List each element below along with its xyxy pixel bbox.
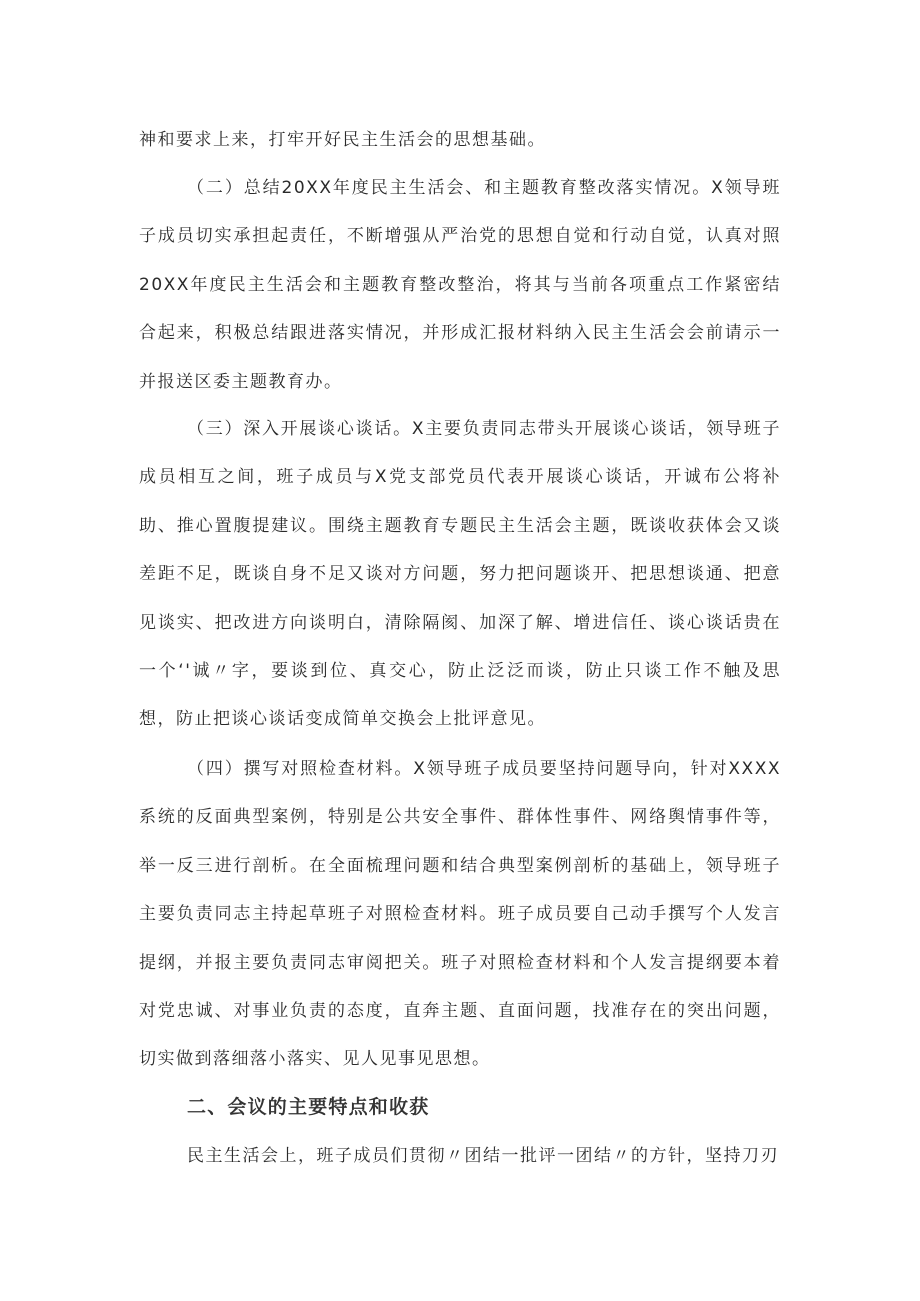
paragraph-section-4: （四）撰写对照检查材料。X领导班子成员要坚持问题导向，针对XXXX系统的反面典型案例，特别是公共安全事件、群体性事件、网络舆情事件等，举一反三进行剖析。在全面梳理问题和结合典型案例剖析的基础上，领导班子主要负责同志主持起草班子对照检查材料。班子成员要自己动手撰写个人发言提纲，并报主要负责同志审阅把关。班子对照检查材料和个人发言提纲要本着对党忠诚、对事业负责的态度，直奔主题、直面问题，找准存在的突出问题，切实做到落细落小落实、见人见事见思想。	[139, 759, 781, 1070]
section-heading: 二、会议的主要特点和收获	[187, 1096, 430, 1118]
paragraph-section-2: （二）总结20XX年度民主生活会、和主题教育整改落实情况。X领导班子成员切实承担起责任，不断增强从严治党的思想自觉和行动自觉，认真对照20XX年度民主生活会和主题教育整改整治，将其与当前各项重点工作紧密结合起来，积极总结跟进落实情况，并形成汇报材料纳入民主生活会会前请示一并报送区委主题教育办。	[139, 178, 781, 392]
paragraph-section-3: （三）深入开展谈心谈话。X主要负责同志带头开展谈心谈话，领导班子成员相互之间，班子成员与X党支部党员代表开展谈心谈话，开诚布公将补助、推心置腹提建议。围绕主题教育专题民主生活会主题，既谈收获体会又谈差距不足，既谈自身不足又谈对方问题，努力把问题谈开、把思想谈通、把意见谈实、把改进方向谈明白，清除隔阂、加深了解、增进信任、谈心谈话贵在一个‘'诚〃字，要谈到位、真交心，防止泛泛而谈，防止只谈工作不触及思想，防止把谈心谈话变成简单交换会上批评意见。	[139, 419, 781, 730]
paragraph-closing: 民主生活会上，班子成员们贯彻〃团结一批评一团结〃的方针，坚持刀刃	[187, 1146, 779, 1166]
paragraph-continuation: 神和要求上来，打牢开好民主生活会的思想基础。	[139, 130, 546, 150]
